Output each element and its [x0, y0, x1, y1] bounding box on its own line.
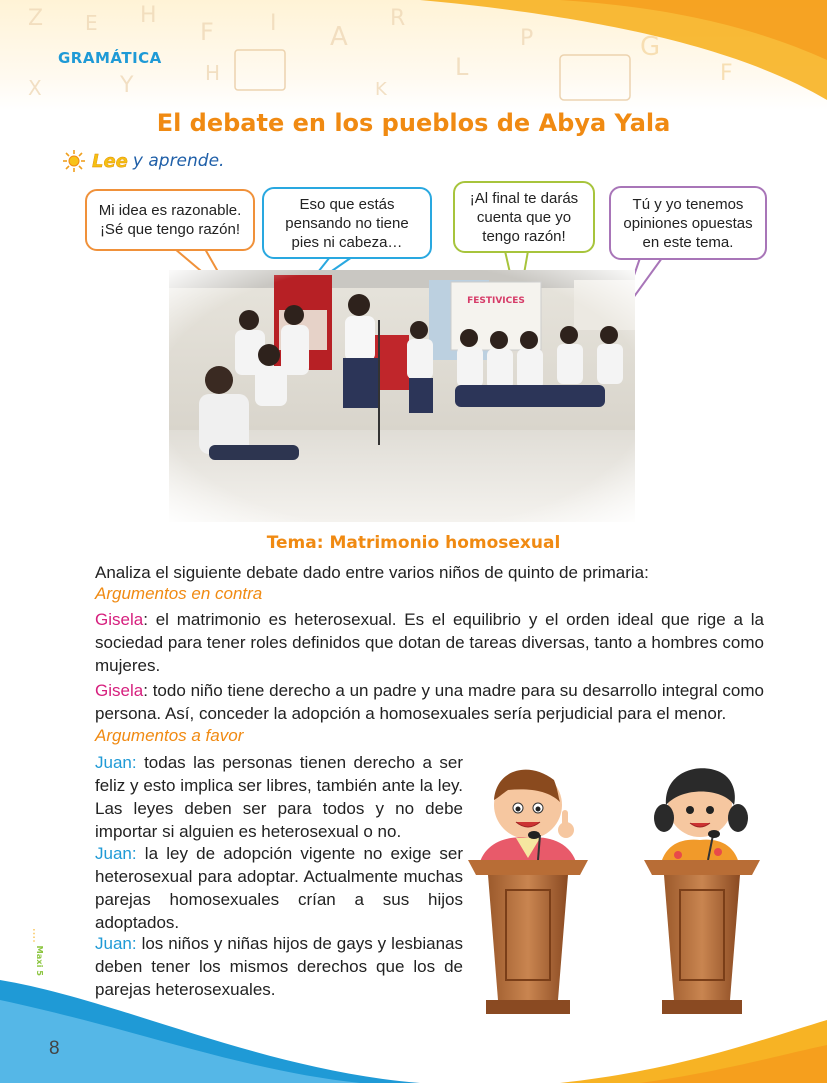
- favor-argument-1: [95, 751, 463, 843]
- speaker-name: Juan:: [95, 844, 137, 863]
- against-heading: Argumentos en contra: [95, 584, 263, 603]
- footer-wave: [0, 960, 827, 1083]
- bubble-4-line-2: opiniones opuestas: [623, 214, 753, 232]
- svg-text:K: K: [375, 79, 387, 100]
- svg-text:I: I: [270, 11, 277, 36]
- speaker-name: Juan:: [95, 753, 137, 772]
- svg-text:Z: Z: [28, 6, 44, 31]
- argument-text: los niños y niñas hijos de gays y lesbianas deben tener los mismos derechos que los de parejas heterosexuales.: [95, 934, 463, 999]
- favor-argument-2: [95, 842, 463, 934]
- svg-text:F: F: [720, 61, 733, 86]
- boy-figure: [478, 770, 578, 870]
- side-brand: [26, 944, 45, 1004]
- topic-heading: Tema: Matrimonio homosexual: [266, 533, 561, 553]
- argument-text: todo niño tiene derecho a un padre y una madre para su desarrollo integral como persona. Así, conceder la adopción a homosexuales sería perjudicial para el menor.: [95, 681, 764, 723]
- speaker-name: Gisela: [95, 681, 144, 700]
- bubble-3-line-2: cuenta que yo: [476, 208, 572, 226]
- svg-text:Y: Y: [120, 73, 134, 98]
- bubble-1-line-1: Mi idea es razonable.: [98, 202, 242, 219]
- speaker-name: Juan:: [95, 934, 137, 953]
- lee-highlight: Lee: [92, 150, 128, 172]
- svg-text:X: X: [28, 76, 42, 100]
- bubble-4-line-3: en este tema.: [642, 233, 734, 251]
- bubble-2-line-3: pies ni cabeza…: [291, 233, 403, 251]
- bubble-1-line-2: ¡Sé que tengo razón!: [99, 221, 241, 238]
- svg-text:L: L: [455, 53, 469, 81]
- bubble-2-line-2: pensando no tiene: [285, 214, 409, 232]
- svg-text:E: E: [85, 11, 98, 35]
- argument-text: la ley de adopción vigente no exige ser heterosexual para adoptar. Actualmente muchas parejas homosexuales crían a sus hijos adoptados.: [95, 844, 463, 932]
- side-brand-text: Maxi 5: [35, 945, 45, 977]
- svg-text:P: P: [520, 26, 534, 51]
- speaker-separator: :: [143, 610, 148, 629]
- speaker-separator: :: [143, 681, 148, 700]
- speech-bubble-1: [85, 189, 255, 251]
- speech-bubble-3: [453, 181, 595, 253]
- page-title: El debate en los pueblos de Abya Yala: [156, 109, 671, 137]
- argument-text: el matrimonio es heterosexual. Es el equilibrio y el orden ideal que rige a la sociedad para tener roles definidos que dotan de tareas diversas, tanto a hombres como mujeres.: [95, 610, 764, 675]
- girl-figure: [654, 768, 748, 868]
- speaker-name: Gisela: [95, 610, 144, 629]
- bubble-2-line-1: Eso que estás: [299, 195, 395, 213]
- speech-bubble-2: [262, 187, 432, 259]
- svg-text:H: H: [140, 3, 157, 28]
- intro-paragraph: Analiza el siguiente debate dado entre varios niños de quinto de primaria:: [95, 563, 649, 582]
- section-label: GRAMÁTICA: [58, 49, 162, 67]
- bubble-4-line-1: Tú y yo tenemos: [632, 195, 744, 213]
- against-argument-2: [95, 679, 764, 725]
- bubble-3-line-1: ¡Al final te darás: [469, 189, 579, 207]
- favor-heading: Argumentos a favor: [95, 726, 244, 745]
- debate-photo: [169, 270, 635, 522]
- svg-text:G: G: [640, 32, 661, 62]
- page-number: 8: [49, 1038, 60, 1059]
- argument-text: todas las personas tienen derecho a ser feliz y esto implica ser libres, también ante la ley. Las leyes deben ser para todos y no debe importar si alguien es heterosexual o no.: [95, 753, 463, 841]
- svg-text:R: R: [390, 6, 406, 31]
- speech-bubble-4: [609, 186, 767, 260]
- lee-rest: y aprende.: [132, 151, 225, 171]
- against-argument-1: [95, 608, 764, 677]
- bubble-3-line-3: tengo razón!: [482, 227, 566, 245]
- svg-text:H: H: [205, 61, 221, 85]
- svg-text:A: A: [330, 22, 348, 52]
- svg-text:F: F: [200, 18, 214, 46]
